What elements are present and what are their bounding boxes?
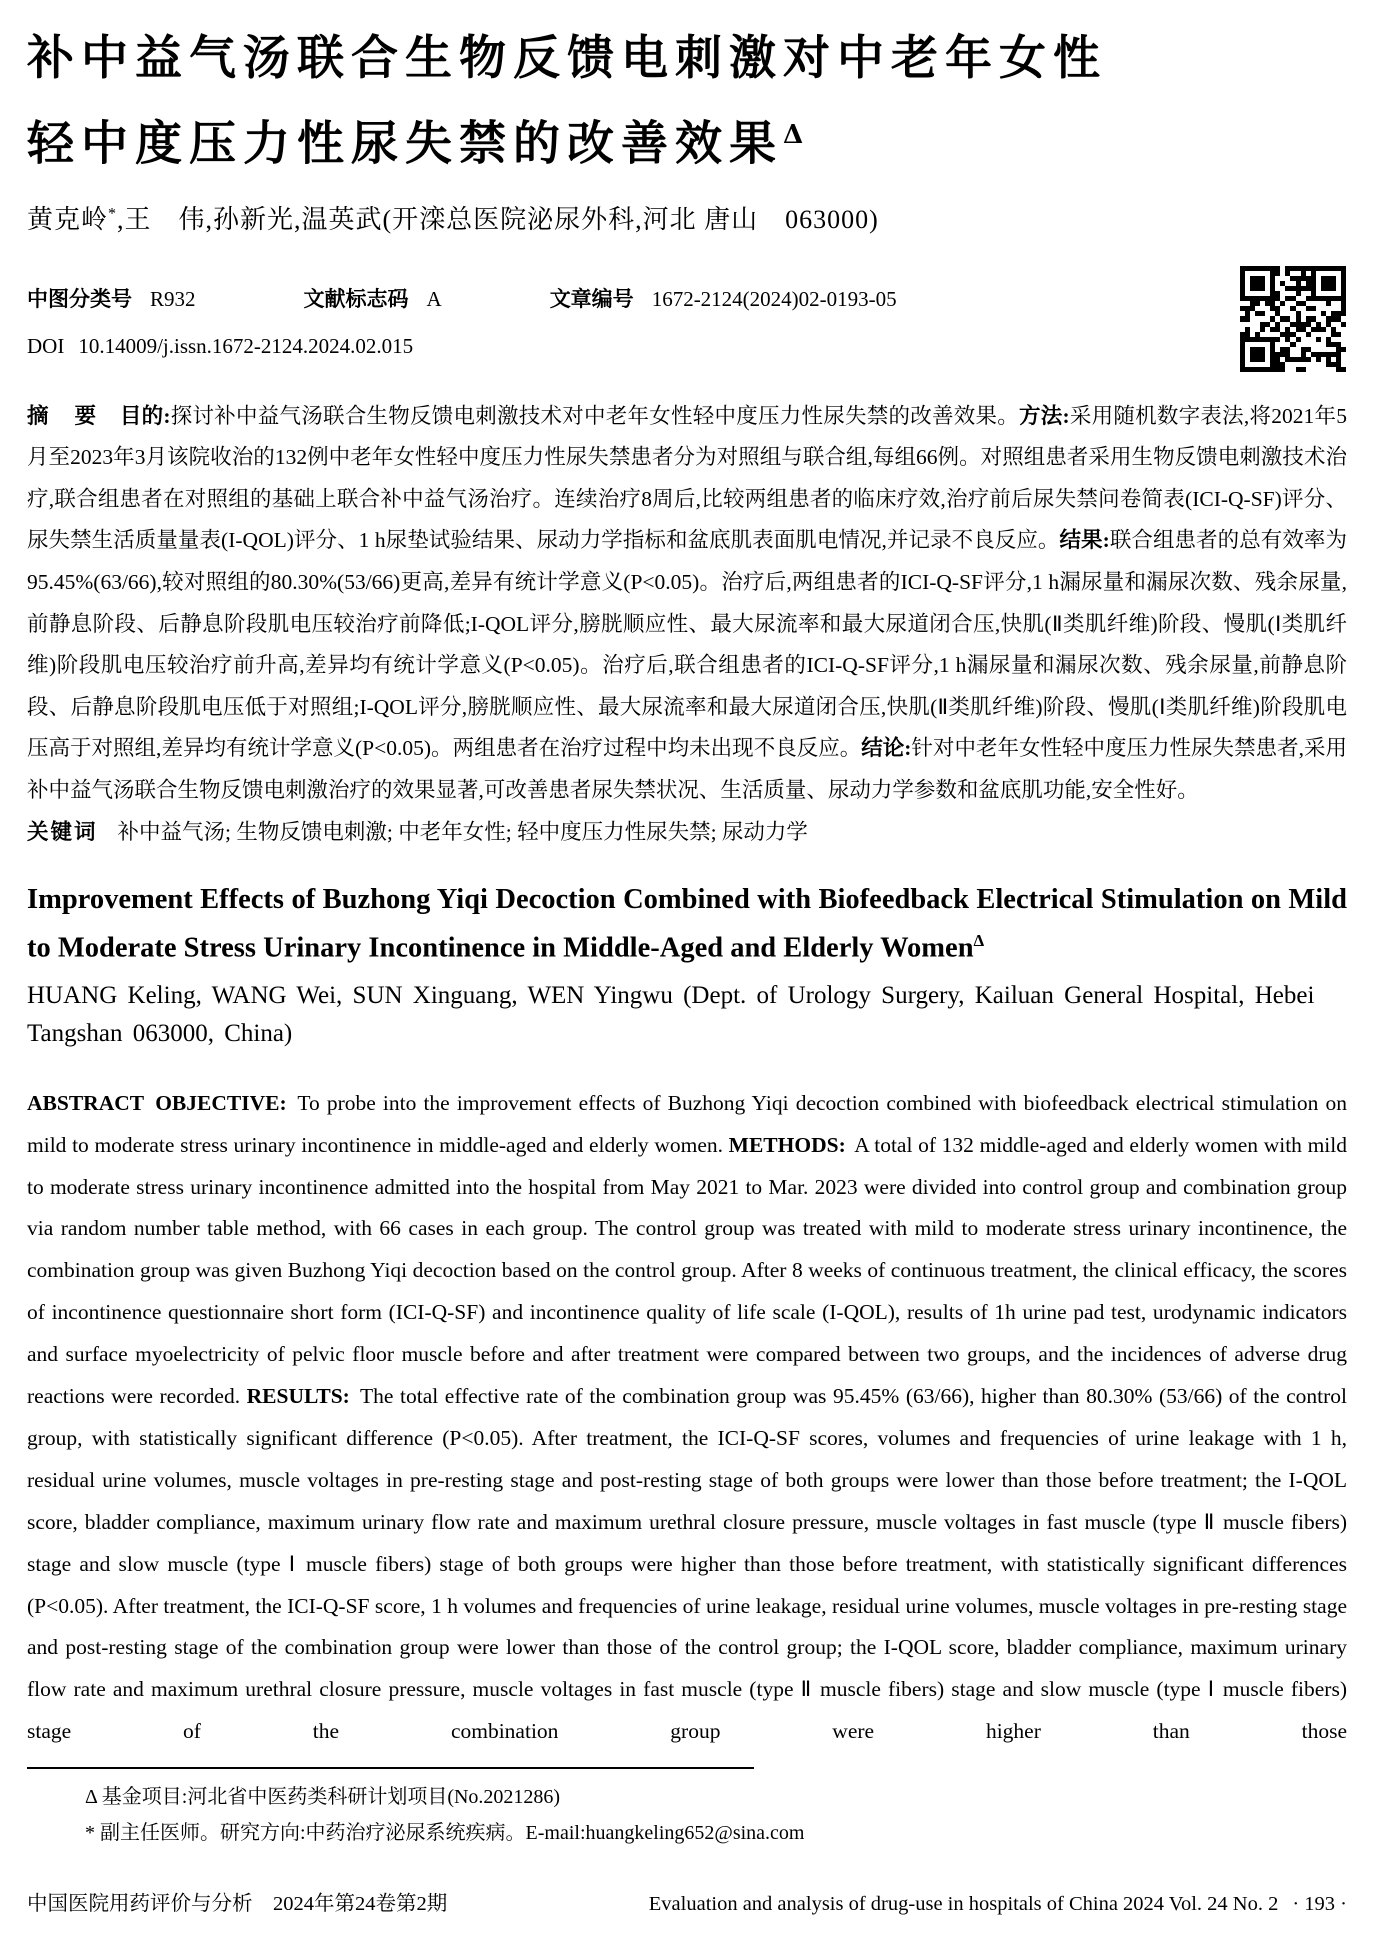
abstract-en-objective-label: OBJECTIVE: bbox=[155, 1090, 287, 1115]
abstract-cn-objective-label: 目的: bbox=[119, 403, 171, 428]
footnote-funding-text: 基金项目:河北省中医药类科研计划项目(No.2021286) bbox=[101, 1786, 561, 1809]
abstract-cn-label: 摘 要 bbox=[27, 403, 99, 428]
title-en-funding-marker: Δ bbox=[973, 931, 985, 951]
article-meta-row bbox=[27, 283, 1347, 313]
footer-journal-cn: 中国医院用药评价与分析 2024年第24卷第2期 bbox=[27, 1893, 448, 1915]
article-number-value: 1672-2124(2024)02-0193-05 bbox=[651, 286, 897, 311]
doi-value: 10.14009/j.issn.1672-2124.2024.02.015 bbox=[78, 333, 414, 358]
corresponding-author-marker: * bbox=[108, 205, 118, 222]
document-code bbox=[304, 283, 442, 313]
abstract-en-results-text: The total effective rate of the combination group was 95.45% (63/66), higher than 80.30% (53/66) of the control group, with statistically significant difference (P<0.05). After treatment, the ICI-Q-SF scores, volumes and frequencies of urine leakage with 1 h, residual urine volumes, muscle voltages in pre-resting stage and post-resting stage of both groups were lower than those before treatment; the I-QOL score, bladder compliance, maximum urinary flow rate and maximum urethral closure pressure, muscle voltages in fast muscle (type Ⅱ muscle fibers) stage and slow muscle (type Ⅰ muscle fibers) stage of both groups were higher than those before treatment, with statistically significant differences (P<0.05). After treatment, the ICI-Q-SF score, 1 h volumes and frequencies of urine leakage, residual urine volumes, muscle voltages in pre-resting stage and post-resting stage of the combination group were lower than those of the control group; the I-QOL score, bladder compliance, maximum urinary flow rate and maximum urethral closure pressure, muscle voltages in fast muscle (type Ⅱ muscle fibers) stage and slow muscle (type Ⅰ muscle fibers) stage of the combination group were higher than those bbox=[27, 1384, 1348, 1744]
authors-en: HUANG Keling, WANG Wei, SUN Xinguang, WEN Yingwu (Dept. of Urology Surgery, Kailuan General Hospital, Hebei Tangshan 063000, China) bbox=[27, 981, 1315, 1047]
footnote-author-marker: * bbox=[85, 1822, 95, 1845]
abstract-en-methods-text: A total of 132 middle-aged and elderly women with mild to moderate stress urinary incontinence admitted into the hospital from May 2021 to Mar. 2023 were divided into control group and combination group via random number table method, with 66 cases in each group. The control group was treated with mild to moderate stress urinary incontinence, the combination group was given Buzhong Yiqi decoction based on the control group. After 8 weeks of continuous treatment, the clinical efficacy, the scores of incontinence questionnaire short form (ICI-Q-SF) and incontinence quality of life scale (I-QOL), results of 1h urine pad test, urodynamic indicators and surface myoelectricity of pelvic floor muscle before and after treatment were compared between two groups, and the incidences of adverse drug reactions were recorded. bbox=[27, 1132, 1348, 1409]
keywords-cn bbox=[27, 812, 1347, 854]
abstract-en-results-label: RESULTS: bbox=[246, 1384, 350, 1409]
author-name-cn: 黄克岭 bbox=[27, 204, 109, 234]
document-code-label: 文献标志码 bbox=[303, 286, 409, 311]
footnotes bbox=[27, 1779, 1347, 1851]
title-en-text: Improvement Effects of Buzhong Yiqi Decoction Combined with Biofeedback Electrical Stimulation on Mild to Moderate Stress Urinary Incontinence in Middle-Aged and Elderly Women bbox=[27, 884, 1347, 964]
abstract-cn-methods-label: 方法: bbox=[1018, 403, 1070, 428]
article-title-en bbox=[27, 879, 1347, 969]
keywords-cn-label: 关键词 bbox=[27, 819, 98, 844]
footer-journal-en: Evaluation and analysis of drug-use in hospitals of China 2024 Vol. 24 No. 2 bbox=[648, 1893, 1279, 1915]
page-footer bbox=[27, 1886, 1347, 1916]
abstract-cn-conclusion-text: 针对中老年女性轻中度压力性尿失禁患者,采用补中益气汤联合生物反馈电刺激治疗的效果显著,可改善患者尿失禁状况、生活质量、尿动力学参数和盆底肌功能,安全性好。 bbox=[27, 736, 1347, 802]
authors-cn bbox=[27, 199, 1347, 236]
footnote-funding bbox=[85, 1779, 1347, 1815]
abstract-en-label: ABSTRACT bbox=[27, 1090, 145, 1115]
title-cn-line1: 补中益气汤联合生物反馈电刺激对中老年女性 bbox=[27, 31, 1107, 86]
article-title-cn bbox=[27, 20, 1347, 183]
footnote-funding-marker: Δ bbox=[85, 1786, 97, 1809]
article-number-label: 文章编号 bbox=[549, 286, 634, 311]
abstract-en-objective-text: To probe into the improvement effects of Buzhong Yiqi decoction combined with biofeedback electrical stimulation on mild to moderate stress urinary incontinence in middle-aged and elderly women. bbox=[27, 1090, 1347, 1157]
abstract-en bbox=[27, 1083, 1347, 1754]
document-code-value: A bbox=[426, 286, 442, 311]
abstract-cn-results-label: 结果: bbox=[1059, 528, 1110, 553]
abstract-en-methods-label: METHODS: bbox=[728, 1132, 846, 1157]
authors-cn-rest: ,王 伟,孙新光,温英武(开滦总医院泌尿外科,河北 唐山 063000) bbox=[117, 204, 879, 234]
footer-page-number: · 193 · bbox=[1292, 1893, 1347, 1915]
abstract-cn bbox=[27, 396, 1347, 812]
footnote-author bbox=[85, 1815, 1347, 1851]
clc-label: 中图分类号 bbox=[27, 286, 132, 311]
qr-code bbox=[1240, 266, 1346, 372]
article-number bbox=[550, 283, 897, 313]
clc-value: R932 bbox=[150, 286, 196, 311]
doi-row bbox=[27, 334, 1347, 359]
footnote-divider bbox=[27, 1767, 754, 1769]
doi-label: DOI bbox=[27, 333, 65, 358]
keywords-cn-text: 补中益气汤; 生物反馈电刺激; 中老年女性; 轻中度压力性尿失禁; 尿动力学 bbox=[117, 819, 808, 844]
abstract-cn-objective-text: 探讨补中益气汤联合生物反馈电刺激技术对中老年女性轻中度压力性尿失禁的改善效果。 bbox=[170, 403, 1019, 428]
clc-number bbox=[27, 283, 196, 313]
abstract-cn-results-text: 联合组患者的总有效率为95.45%(63/66),较对照组的80.30%(53/66)更高,差异有统计学意义(P<0.05)。治疗后,两组患者的ICI-Q-SF评分,1 h漏尿量和漏尿次数、残余尿量,前静息阶段、后静息阶段肌电压较治疗前降低;I-QOL评分,膀胱顺应性、最大尿流率和最大尿道闭合压,快肌(Ⅱ类肌纤维)阶段、慢肌(Ⅰ类肌纤维)阶段肌电压较治疗前升高,差异均有统计学意义(P<0.05)。治疗后,联合组患者的ICI-Q-SF评分,1 h漏尿量和漏尿次数、残余尿量,前静息阶段、后静息阶段肌电压低于对照组;I-QOL评分,膀胱顺应性、最大尿流率和最大尿道闭合压,快肌(Ⅱ类肌纤维)阶段、慢肌(Ⅰ类肌纤维)阶段肌电压高于对照组,差异均有统计学意义(P<0.05)。两组患者在治疗过程中均未出现不良反应。 bbox=[27, 528, 1347, 761]
abstract-cn-conclusion-label: 结论: bbox=[861, 736, 912, 761]
footnote-author-text: 副主任医师。研究方向:中药治疗泌尿系统疾病。E-mail:huangkeling652@sina.com bbox=[100, 1822, 805, 1845]
title-funding-marker: Δ bbox=[783, 120, 804, 150]
abstract-cn-methods-text: 采用随机数字表法,将2021年5月至2023年3月该院收治的132例中老年女性轻中度压力性尿失禁患者分为对照组与联合组,每组66例。对照组患者采用生物反馈电刺激技术治疗,联合组患者在对照组的基础上联合补中益气汤治疗。连续治疗8周后,比较两组患者的临床疗效,治疗前后尿失禁问卷简表(ICI-Q-SF)评分、尿失禁生活质量量表(I-QOL)评分、1 h尿垫试验结果、尿动力学指标和盆底肌表面肌电情况,并记录不良反应。 bbox=[27, 403, 1347, 553]
footer-journal-en-wrap bbox=[649, 1893, 1347, 1916]
title-cn-line2: 轻中度压力性尿失禁的改善效果 bbox=[27, 116, 783, 172]
